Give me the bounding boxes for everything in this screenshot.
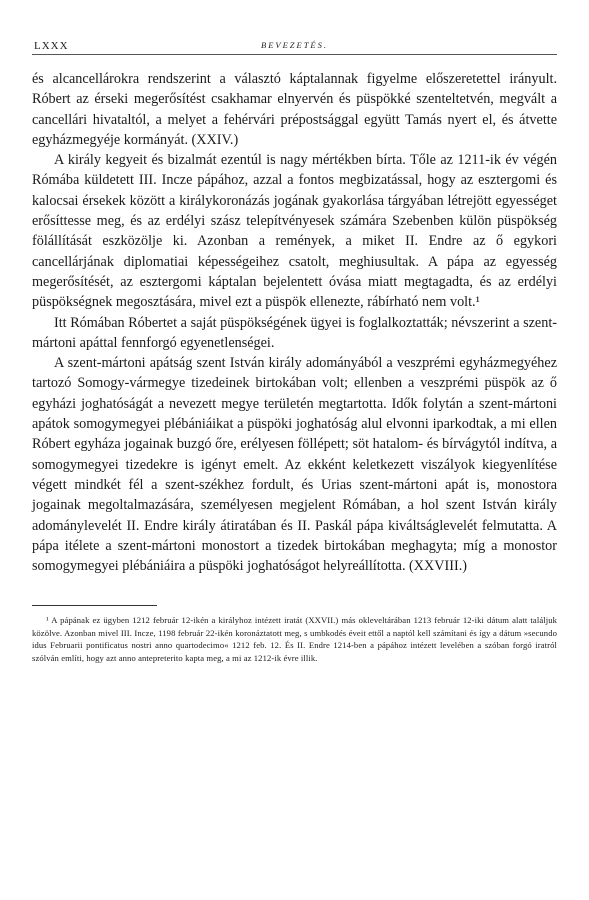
page-header [32,38,557,55]
book-page [32,38,557,664]
paragraph: és alcancellárokra rendszerint a választó káptalannak figyelme előszeretettel irányult. Róbert az érseki megerősítést csakhamar elnyervén és püspökké szenteltetvén, megvált a cancellári hivataltól, a melyet a fehérvári prépostsággal együtt Tamás nyert el, és átvette egyházmegyéje kormányát. (XXIV.) [32,71,557,148]
page-number: LXXX [34,40,69,52]
paragraph: Itt Rómában Róbertet a saját püspökségének ügyei is foglalkoztatták; névszerint a szent-mártoni apáttal fennforgó egyenetlenségei. [32,314,557,351]
footnote-separator [32,605,157,606]
running-title: BEVEZETÉS. [261,40,328,50]
paragraph: A szent-mártoni apátság szent István király adományából a veszprémi egyházmegyéhez tartozó Somogy-vármegye tizedeinek birtokában volt; ellenben a veszprémi püspök az ő egyházi joghatóságát a nevezett megye területén megtartotta. Idők folytán a szent-mártoni apátok somogymegyei plébániáikat a püspöki joghatóság alul elvonni iparkodtak, a mi ellen Róbert egyháza jogainak buzgó őre, erélyesen föllépett; söt hatalom- és bírvágytól indítva, a somogymegyei tizedekre is igényt emelt. Az ekként keletkezett viszályok kiegyenlítése végett mindkét fél a szent-székhez fordult, és Urias szent-mártoni apát is, monostora jogainak megoltalmazására, személyesen megjelent Rómában, a hol szent István király adománylevelét II. Endre király átiratában és II. Paskál pápa kiváltságlevelét felmutatta. A pápa itélete a szent-mártoni monostort a tizedek birtokában meghagyta; míg a monostor somogymegyei plébániáira a püspöki joghatóságot helyreállította. (XXVIII.) [32,355,557,575]
paragraph: A király kegyeit és bizalmát ezentúl is nagy mértékben bírta. Tőle az 1211-ik év végén Rómába küldetett III. Incze pápához, azzal a fontos megbizatással, hogy az esztergomi és kalocsai érsekek között a királykoronázás jogának gyakorlása tárgyában létrejött egyességet erősíttesse meg, és az erdélyi szász telepítvényesek számára Szebenben külön püspökség fölállítását eszközölje ki. Azonban a remények, a miket II. Endre az ő egykori cancellárjának diplomatiai képességeihez csatolt, meghiusultak. A pápa az egyesség megerősítését, az esztergomi káptalan bejelentett óvása miatt megtagadta, és az erdélyi püspökségnek megosztására, mivel ezt a püspök ellenezte, rábírható nem volt.¹ [32,152,557,311]
body-text [32,69,557,576]
footnote: ¹ A pápának ez ügyben 1212 február 12-ikén a királyhoz intézett iratát (XXVII.) más okleveltárában 1213 február 12-iki dátum alatt találjuk közölve. Azonban mivel III. Incze, 1198 február 22-ikén koronáztatott meg, s umbkodés éveit ettől a naptól kell számítani és így a dátum »secundo idus Februarii pontificatus nostri anno quartodecimo« 1212 feb. 12. És II. Endre 1214-ben a pápához intézett levelében a szóban forgó iratról szólván említi, hogy azt anno antepreterito kapta meg, a mi az 1212-ik évre illik. [32,615,557,663]
